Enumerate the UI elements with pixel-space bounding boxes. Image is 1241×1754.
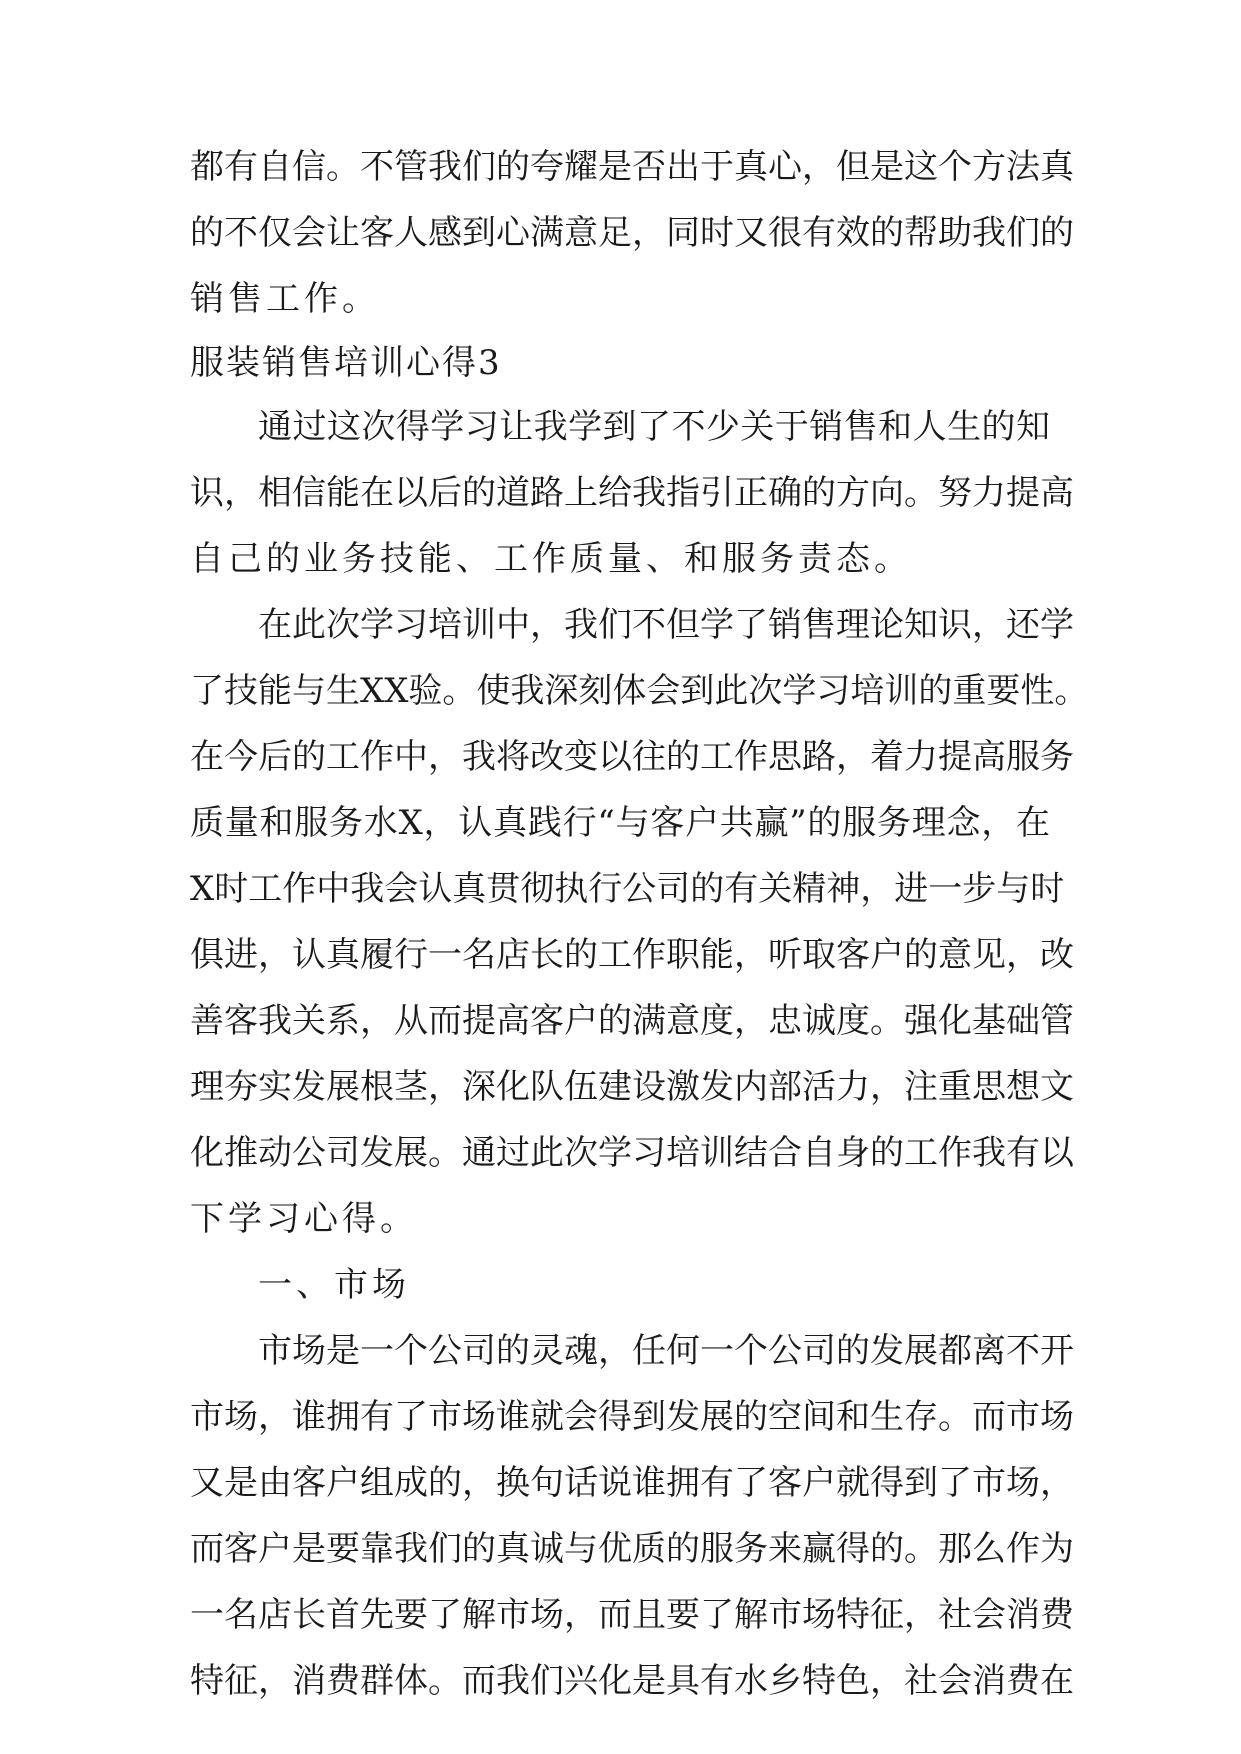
body-text-line: 一名店长首先要了解市场，而且要了解市场特征，社会消费: [190, 1595, 1074, 1635]
body-text-line: 销售工作。: [190, 279, 380, 319]
body-text-line: 的不仅会让客人感到心满意足，同时又很有效的帮助我们的: [190, 213, 1074, 253]
body-text-line: 都有自信。不管我们的夸耀是否出于真心，但是这个方法真: [190, 147, 1074, 187]
body-text-line: 质量和服务水X，认真践行“与客户共赢”的服务理念，在: [190, 803, 1050, 843]
body-text-line: 而客户是要靠我们的真诚与优质的服务来赢得的。那么作为: [190, 1529, 1074, 1569]
body-text-line: 善客我关系，从而提高客户的满意度，忠诚度。强化基础管: [190, 1001, 1074, 1041]
body-text-line: 了技能与生XX验。使我深刻体会到此次学习培训的重要性。: [190, 671, 1089, 711]
paragraph-first-line: 通过这次得学习让我学到了不少关于销售和人生的知: [258, 407, 1050, 447]
section-title: 服装销售培训心得3: [190, 343, 502, 383]
body-text-line: 化推动公司发展。通过此次学习培训结合自身的工作我有以: [190, 1133, 1074, 1173]
body-text-line: 又是由客户组成的，换句话说谁拥有了客户就得到了市场，: [190, 1463, 1074, 1503]
body-text-line: 特征，消费群体。而我们兴化是具有水乡特色，社会消费在: [190, 1661, 1074, 1701]
paragraph-first-line: 在此次学习培训中，我们不但学了销售理论知识，还学: [258, 605, 1074, 645]
body-text-line: 理夯实发展根茎，深化队伍建设激发内部活力，注重思想文: [190, 1067, 1074, 1107]
paragraph-first-line: 市场是一个公司的灵魂，任何一个公司的发展都离不开: [258, 1331, 1074, 1371]
body-text-line: 在今后的工作中，我将改变以往的工作思路，着力提高服务: [190, 737, 1074, 777]
body-text-line: 识，相信能在以后的道路上给我指引正确的方向。努力提高: [190, 473, 1074, 513]
body-text-line: 下学习心得。: [190, 1199, 418, 1239]
subheading: 一、市场: [258, 1265, 410, 1305]
body-text-line: 市场，谁拥有了市场谁就会得到发展的空间和生存。而市场: [190, 1397, 1074, 1437]
body-text-line: 俱进，认真履行一名店长的工作职能，听取客户的意见，改: [190, 935, 1074, 975]
body-text-line: X时工作中我会认真贯彻执行公司的有关精神，进一步与时: [190, 869, 1065, 909]
body-text-line: 自己的业务技能、工作质量、和服务责态。: [190, 539, 912, 579]
